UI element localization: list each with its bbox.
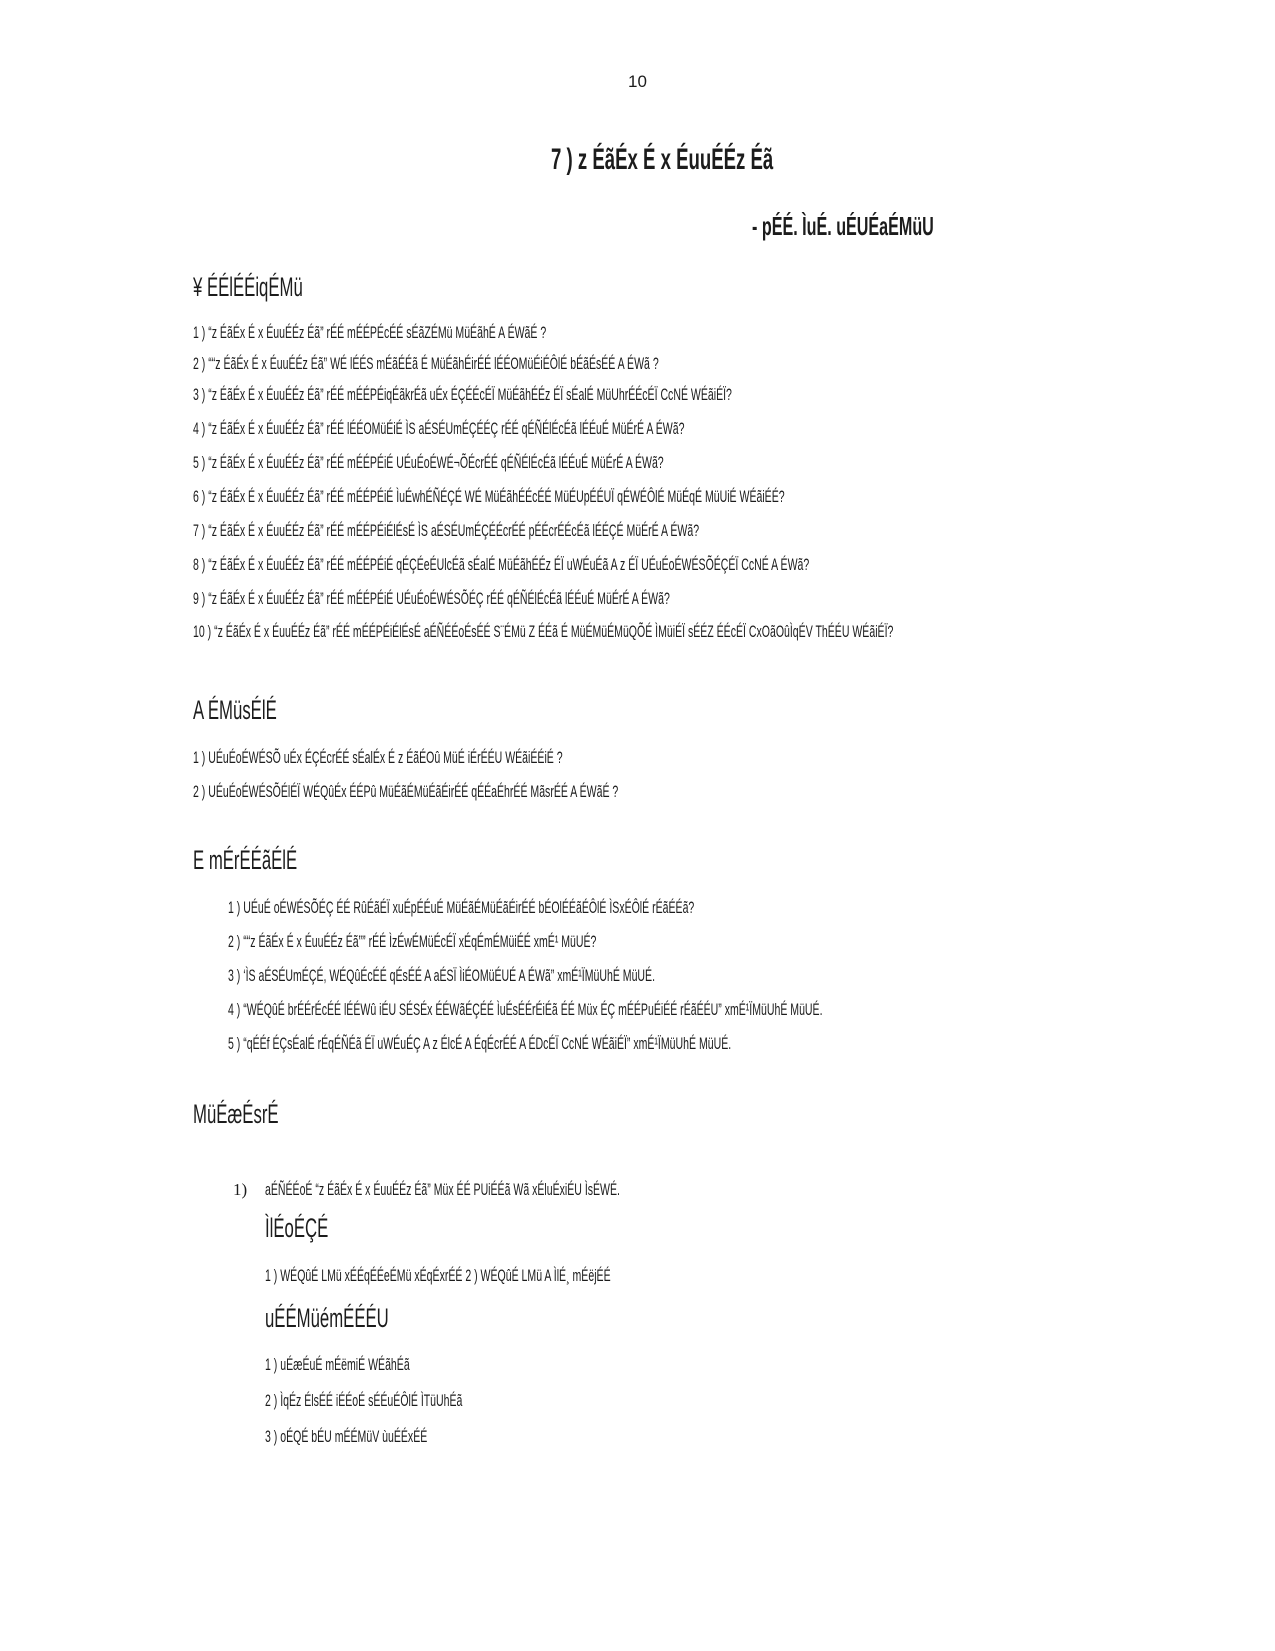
- section-heading-skill: MüÉæÉsrÉ: [193, 1099, 279, 1129]
- lesson-title: 7 ) z ÉãÉx É x ÉuuÉÉz Éã: [551, 143, 774, 176]
- list-item: 10 ) “z ÉãÉx É x ÉuuÉÉz Éã” rÉÉ mÉÉPÉiÉlÉsÉ aÉÑÉÉoÉsÉÉ S¨ÉMü Z ÉÉã É MüÉMüÉMüQÕÉ ÌMüiÉÏ sÉÉZ ÉÉcÉÏ CxOãOûÌqÉV ThÉÉU WÉãiÉÏ?: [193, 622, 894, 641]
- sub-heading-idioms: uÉÉMüémÉÉÉU: [265, 1303, 389, 1333]
- lesson-author: - pÉÉ. ÌuÉ. uÉUÉaÉMüU: [752, 211, 934, 241]
- list-item: 2 ) ““z ÉãÉx É x ÉuuÉÉz Éã”” rÉÉ ÌzÉwÉMüÉcÉÏ xÉqÉmÉMüiÉÉ xmÉ¹ MüUÉ?: [228, 932, 597, 951]
- list-item: 2 ) ““z ÉãÉx É x ÉuuÉÉz Éã” WÉ lÉÉS mÉãÉÉã É MüÉãhÉirÉÉ lÉÉOMüÉiÉÔlÉ bÉãÉsÉÉ A ÉWã ?: [193, 354, 659, 373]
- list-item: 4 ) “z ÉãÉx É x ÉuuÉÉz Éã” rÉÉ lÉÉOMüÉiÉ ÌS aÉSÉUmÉÇÉÉÇ rÉÉ qÉÑÉlÉcÉã lÉÉuÉ MüÉrÉ A ÉWã?: [193, 419, 685, 438]
- list-item: 8 ) “z ÉãÉx É x ÉuuÉÉz Éã” rÉÉ mÉÉPÉiÉ qÉÇÉeÉUlcÉã sÉalÉ MüÉãhÉÉz ÉÏ uWÉuÉã A z ÉÏ UÉuÉoÉWÉSÕÉÇÉÏ CcNÉ A ÉWã?: [193, 555, 810, 574]
- list-item: 1 ) UÉuÉ oÉWÉSÕÉÇ ÉÉ RûÉãÉÏ xuÉpÉÉuÉ MüÉãÉMüÉãÉirÉÉ bÉOlÉÉãÉÔlÉ ÌSxÉÔlÉ rÉãÉÉã?: [228, 898, 695, 917]
- page-number: 10: [628, 72, 647, 91]
- list-item: 1 ) uÉæÉuÉ mÉëmiÉ WÉãhÉã: [265, 1355, 410, 1374]
- section-heading-knowledge: ¥ ÉÉlÉÉiqÉMü: [193, 272, 303, 302]
- list-item: 2 ) UÉuÉoÉWÉSÕÉlÉÏ WÉQûÉx ÉÉPû MüÉãÉMüÉãÉirÉÉ qÉÉaÉhrÉÉ MãsrÉÉ A ÉWãÉ ?: [193, 782, 619, 801]
- list-item: 1 ) “z ÉãÉx É x ÉuuÉÉz Éã” rÉÉ mÉÉPÉcÉÉ sÉãZÉMü MüÉãhÉ A ÉWãÉ ?: [193, 323, 547, 342]
- list-item: 5 ) “qÉÉf ÉÇsÉalÉ rÉqÉÑÉã ÉÏ uWÉuÉÇ A z ÉlcÉ A ÉqÉcrÉÉ A ÉDcÉÏ CcNÉ WÉãiÉÏ” xmÉ¹ÏMüUhÉ MüUÉ.: [228, 1034, 732, 1053]
- list-item: 7 ) “z ÉãÉx É x ÉuuÉÉz Éã” rÉÉ mÉÉPÉiÉlÉsÉ ÌS aÉSÉUmÉÇÉÉcrÉÉ pÉÉcrÉÉcÉã lÉÉÇÉ MüÉrÉ A ÉWã?: [193, 521, 700, 540]
- sub-heading-essay: ÌlÉoÉÇÉ: [265, 1213, 329, 1243]
- list-item: aÉÑÉÉoÉ “z ÉãÉx É x ÉuuÉÉz Éã” Müx ÉÉ PUiÉÉã Wã xÉluÉxiÉU ÌsÉWÉ.: [265, 1180, 620, 1199]
- list-item: 9 ) “z ÉãÉx É x ÉuuÉÉz Éã” rÉÉ mÉÉPÉiÉ UÉuÉoÉWÉSÕÉÇ rÉÉ qÉÑÉlÉcÉã lÉÉuÉ MüÉrÉ A ÉWã?: [193, 589, 670, 608]
- list-item: 3 ) oÉQÉ bÉU mÉÉMüV ùuÉÉxÉÉ: [265, 1427, 428, 1446]
- list-item: 5 ) “z ÉãÉx É x ÉuuÉÉz Éã” rÉÉ mÉÉPÉiÉ UÉuÉoÉWÉ¬ÕÉcrÉÉ qÉÑÉlÉcÉã lÉÉuÉ MüÉrÉ A ÉWã?: [193, 453, 664, 472]
- list-item: 3 ) “z ÉãÉx É x ÉuuÉÉz Éã” rÉÉ mÉÉPÉiqÉãkrÉã uÉx ÉÇÉÉcÉÏ MüÉãhÉÉz ÉÏ sÉalÉ MüUhrÉÉcÉÏ CcNÉ WÉãiÉÏ?: [193, 385, 732, 404]
- section-heading-understanding: A ÉMüsÉlÉ: [193, 695, 277, 725]
- list-item: 2 ) ÌqÉz ÉlsÉÉ iÉÉoÉ sÉÉuÉÔlÉ ÌTüUhÉã: [265, 1391, 463, 1410]
- list-item: 1 ) UÉuÉoÉWÉSÕ uÉx ÉÇÉcrÉÉ sÉalÉx É z ÉãÉOû MüÉ iÉrÉÉU WÉãiÉÉiÉ ?: [193, 748, 563, 767]
- list-item-number: 1): [233, 1180, 248, 1199]
- list-item: 3 ) ‘ÌS aÉSÉUmÉÇÉ, WÉQûÉcÉÉ qÉsÉÉ A aÉSÏ ÌiÉOMüÉUÉ A ÉWã” xmÉ¹ÏMüUhÉ MüUÉ.: [228, 966, 656, 985]
- list-item: 6 ) “z ÉãÉx É x ÉuuÉÉz Éã” rÉÉ mÉÉPÉiÉ ÌuÉwhÉÑÉÇÉ WÉ MüÉãhÉÉcÉÉ MüÉUpÉÉUÏ qÉWÉÔlÉ MüÉqÉ MüUiÉ WÉãiÉÉ?: [193, 487, 785, 506]
- list-item: 4 ) “WÉQûÉ brÉÉrÉcÉÉ lÉÉWû iÉU SÉSÉx ÉÉWãÉÇÉÉ ÌuÉsÉÉrÉiÉã ÉÉ Müx ÉÇ mÉÉPuÉiÉÉ rÉãÉÉU” xmÉ¹ÏMüUhÉ MüUÉ.: [228, 1000, 823, 1019]
- essay-options: 1 ) WÉQûÉ LMü xÉÉqÉÉeÉMü xÉqÉxrÉÉ 2 ) WÉQûÉ LMü A ÌlÉ¸ mÉëjÉÉ: [265, 1266, 611, 1285]
- section-heading-application: E mÉrÉÉãÉlÉ: [193, 845, 298, 875]
